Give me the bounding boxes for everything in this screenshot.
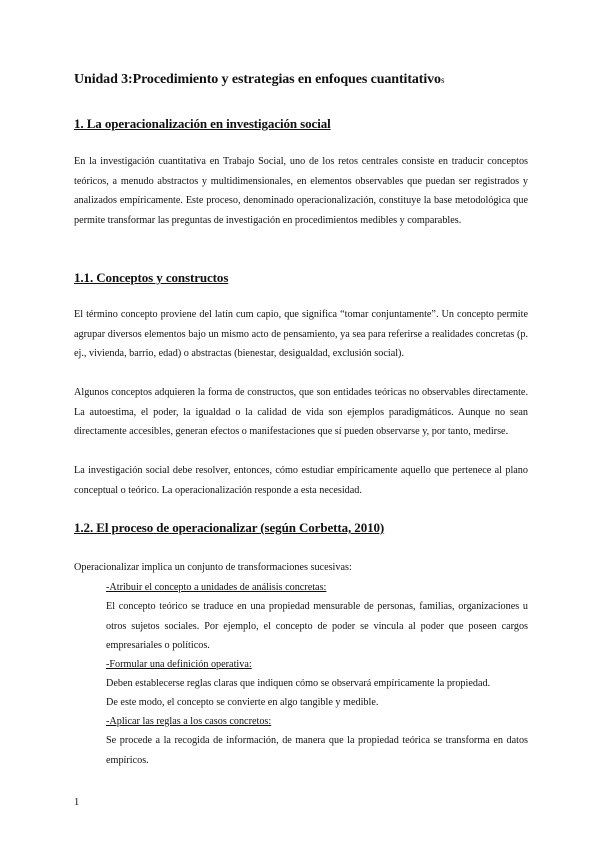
section-1-2-heading: 1.2. El proceso de operacionalizar (según Corbetta, 2010) bbox=[74, 520, 385, 535]
step-1-text: El concepto teórico se traduce en una propiedad mensurable de personas, familias, organizaciones u otros sujetos sociales. Por ejemplo, el concepto de poder se vincula al poder que poseen cargos empresariales o políticos. bbox=[106, 601, 528, 652]
page-number: 1 bbox=[74, 797, 80, 808]
step-3-title: -Aplicar las reglas a los casos concretos: bbox=[106, 716, 272, 727]
step-1-title: -Atribuir el concepto a unidades de análisis concretas: bbox=[106, 582, 327, 593]
section-1-heading: 1. La operacionalización en investigación social bbox=[74, 116, 331, 131]
section-1-paragraph: En la investigación cuantitativa en Trabajo Social, uno de los retos centrales consiste en traducir conceptos teóricos, a menudo abstractos y multidimensionales, en elementos observables que puedan ser registrados y analizados empíricamente. Este proceso, denominado operacionalización, constituye la base metodológica que permite transformar las preguntas de investigación en procedimientos medibles y comparables. bbox=[74, 156, 528, 226]
section-1-1-heading: 1.1. Conceptos y constructos bbox=[74, 270, 229, 285]
section-1-1-paragraph-3: La investigación social debe resolver, entonces, cómo estudiar empíricamente aquello que pertenece al plano conceptual o teórico. La operacionalización responde a esta necesidad. bbox=[74, 465, 528, 496]
document-title bbox=[74, 72, 544, 88]
step-2-title: -Formular una definición operativa: bbox=[106, 659, 252, 670]
document-title-text: Unidad 3:Procedimiento y estrategias en enfoques cuantitativo bbox=[74, 72, 441, 87]
section-1-2-intro: Operacionalizar implica un conjunto de transformaciones sucesivas: bbox=[74, 562, 352, 573]
step-2-text-2: De este modo, el concepto se convierte en algo tangible y medible. bbox=[106, 697, 379, 708]
section-1-1-paragraph-2: Algunos conceptos adquieren la forma de constructos, que son entidades teóricas no observables directamente. La autoestima, el poder, la igualdad o la calidad de vida son ejemplos paradigmáticos. Aunque no sean directamente accesibles, generan efectos o manifestaciones que sí pueden observarse y, por tanto, medirse. bbox=[74, 387, 528, 438]
document-title-tail: s bbox=[440, 75, 445, 85]
section-1-1-paragraph-1: El término concepto proviene del latín cum capio, que significa “tomar conjuntamente”. Un concepto permite agrupar diversos elementos bajo un mismo acto de pensamiento, ya sea para referirse a realidades concretas (p. ej., vivienda, barrio, edad) o abstractas (bienestar, desigualdad, exclusión social). bbox=[74, 309, 528, 360]
step-3-text: Se procede a la recogida de información, de manera que la propiedad teórica se transforma en datos empíricos. bbox=[106, 735, 528, 766]
step-2-text: Deben establecerse reglas claras que indiquen cómo se observará empíricamente la propiedad. bbox=[106, 678, 491, 689]
